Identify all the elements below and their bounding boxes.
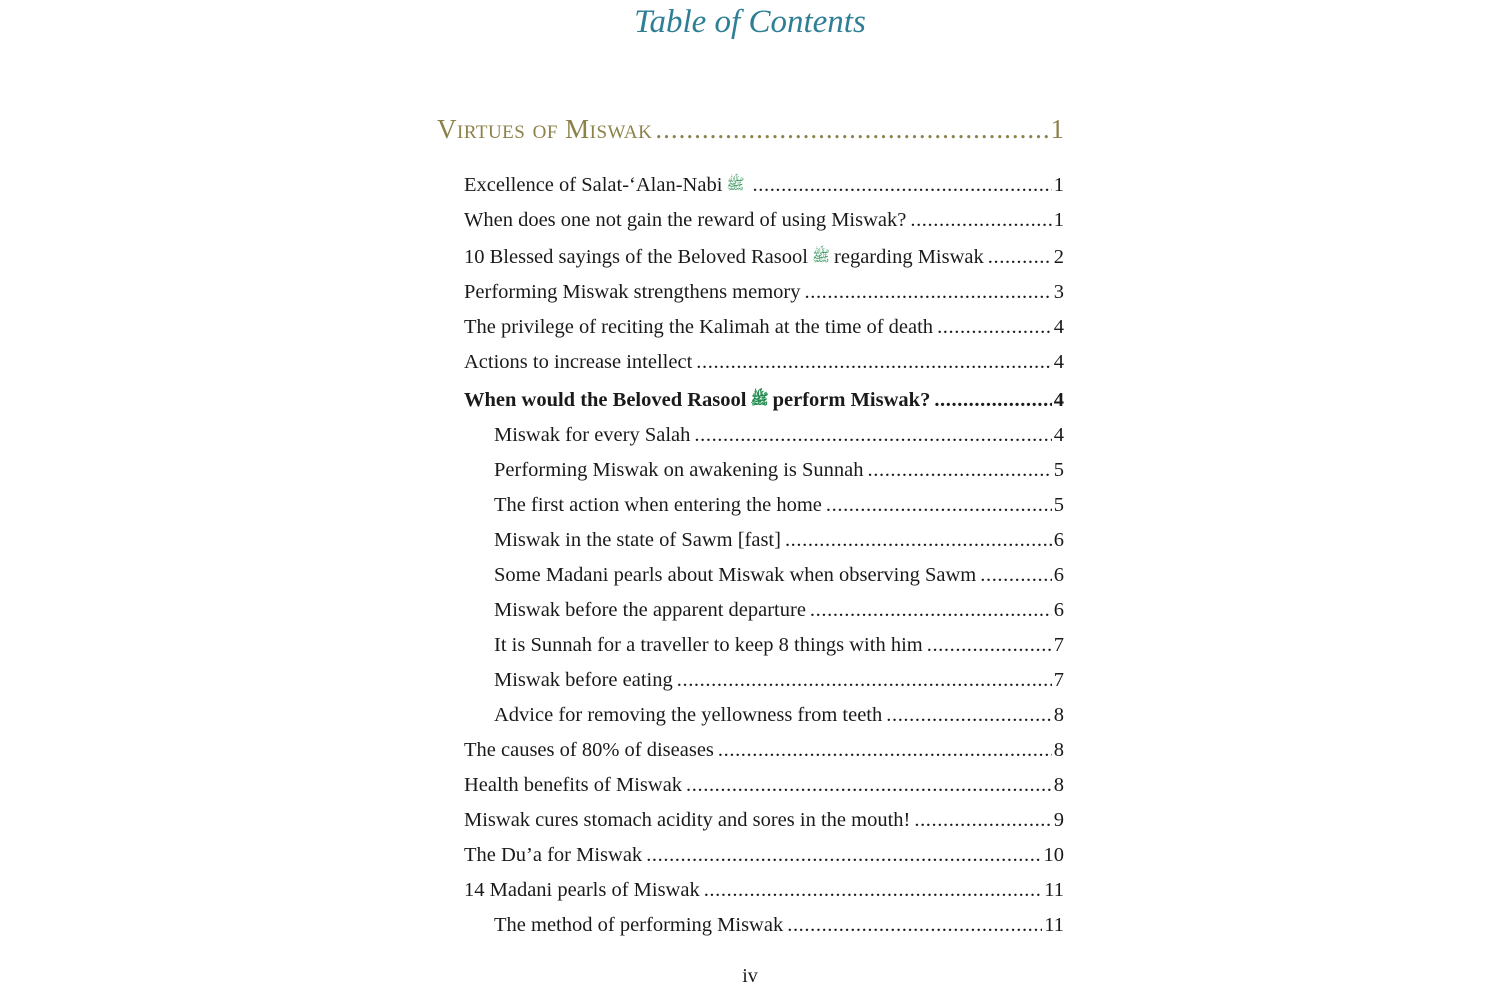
entry-text: Performing Miswak on awakening is Sunnah (494, 459, 864, 481)
honorific-icon: ﷺ (811, 247, 831, 265)
dot-leader (696, 351, 1051, 374)
entry-text: The causes of 80% of diseases (464, 739, 714, 761)
page-footer-number: iv (742, 965, 758, 987)
toc-subentry[interactable] (494, 529, 1064, 559)
entry-page-number: 4 (1053, 424, 1064, 446)
toc-entry[interactable] (464, 774, 1064, 804)
entry-text: Health benefits of Miswak (464, 774, 683, 796)
dot-leader (826, 494, 1052, 517)
entry-text: 10 Blessed sayings of the Beloved Rasool ﷺ regarding Miswak (464, 246, 984, 268)
entry-text: The privilege of reciting the Kalimah at the time of death (464, 316, 934, 338)
entry-page-number: 6 (1053, 529, 1064, 551)
toc-entry[interactable] (464, 281, 1064, 311)
dot-leader (785, 529, 1052, 552)
toc-subentry[interactable] (494, 424, 1064, 454)
dot-leader (646, 844, 1041, 867)
entry-page-number: 4 (1053, 316, 1064, 338)
entry-text: Excellence of Salat-‘Alan-Nabi ﷺ (464, 174, 745, 196)
dot-leader (753, 174, 1052, 197)
entry-page-number: 6 (1053, 564, 1064, 586)
entry-page-number: 8 (1053, 704, 1064, 726)
entry-page-number: 4 (1053, 351, 1064, 373)
toc-entry[interactable] (464, 351, 1064, 381)
chapter-page-number: 1 (1050, 114, 1064, 144)
entry-text: It is Sunnah for a traveller to keep 8 things with him (494, 634, 923, 656)
entry-text: The first action when entering the home (494, 494, 822, 516)
dot-leader (677, 669, 1052, 692)
entry-text: 14 Madani pearls of Miswak (464, 879, 700, 901)
entry-page-number: 1 (1053, 209, 1064, 231)
chapter-heading[interactable] (437, 114, 1064, 145)
toc-entry[interactable] (464, 879, 1064, 909)
entry-text: When does one not gain the reward of using Miswak? (464, 209, 907, 231)
entry-text: When would the Beloved Rasool ﷺ perform Miswak? (464, 389, 931, 411)
entry-page-number: 7 (1053, 634, 1064, 656)
entry-page-number: 6 (1053, 599, 1064, 621)
dot-leader (910, 209, 1051, 232)
entry-page-number: 8 (1053, 739, 1064, 761)
dot-leader (988, 246, 1052, 269)
toc-subentry[interactable] (494, 704, 1064, 734)
honorific-icon: ﷺ (726, 175, 745, 193)
entry-text: The Du’a for Miswak (464, 844, 643, 866)
dot-leader (694, 424, 1051, 447)
toc-entry[interactable] (464, 844, 1064, 874)
toc-entry[interactable] (464, 316, 1064, 346)
dot-leader (886, 704, 1052, 727)
entry-text: The method of performing Miswak (494, 914, 784, 936)
entry-text: Advice for removing the yellowness from teeth (494, 704, 883, 726)
entry-page-number: 3 (1053, 281, 1064, 303)
dot-leader (980, 564, 1052, 587)
dot-leader (937, 316, 1052, 339)
toc-subentry[interactable] (494, 669, 1064, 699)
dot-leader (686, 774, 1052, 797)
entry-page-number: 5 (1053, 459, 1064, 481)
page-title: Table of Contents (634, 4, 866, 40)
toc-subentry[interactable] (494, 564, 1064, 594)
entry-page-number: 5 (1053, 494, 1064, 516)
dot-leader (718, 739, 1052, 762)
dot-leader (805, 281, 1052, 304)
toc-entry[interactable] (464, 246, 1064, 276)
toc-subentry[interactable] (494, 494, 1064, 524)
entry-page-number: 2 (1053, 246, 1064, 268)
dot-leader (704, 879, 1043, 902)
toc-entry[interactable] (464, 209, 1064, 239)
entry-page-number: 8 (1053, 774, 1064, 796)
toc-subentry[interactable] (494, 459, 1064, 489)
toc-entry[interactable] (464, 174, 1064, 204)
dot-leader (787, 914, 1042, 937)
entry-text: Miswak cures stomach acidity and sores in the mouth! (464, 809, 911, 831)
entry-text: Some Madani pearls about Miswak when observing Sawm (494, 564, 977, 586)
entry-text: Miswak before the apparent departure (494, 599, 806, 621)
toc-section-entry[interactable] (464, 389, 1064, 419)
toc-subentry[interactable] (494, 599, 1064, 629)
entry-page-number: 7 (1053, 669, 1064, 691)
entry-page-number: 4 (1053, 389, 1064, 411)
entry-text: Miswak before eating (494, 669, 673, 691)
dot-leader (914, 809, 1051, 832)
entry-page-number: 11 (1044, 914, 1064, 936)
entry-text: Performing Miswak strengthens memory (464, 281, 801, 303)
toc-subentry[interactable] (494, 914, 1064, 944)
dot-leader (810, 599, 1052, 622)
toc-entry[interactable] (464, 809, 1064, 839)
entry-page-number: 1 (1053, 174, 1064, 196)
entry-page-number: 10 (1043, 844, 1064, 866)
dot-leader (868, 459, 1052, 482)
toc-entry[interactable] (464, 739, 1064, 769)
dot-leader (934, 389, 1051, 412)
entry-text: Miswak in the state of Sawm [fast] (494, 529, 781, 551)
entry-page-number: 11 (1044, 879, 1064, 901)
dot-leader (655, 114, 1047, 145)
toc-subentry[interactable] (494, 634, 1064, 664)
dot-leader (927, 634, 1052, 657)
entry-text: Miswak for every Salah (494, 424, 691, 446)
entry-text: Actions to increase intellect (464, 351, 693, 373)
honorific-icon: ﷺ (750, 390, 769, 408)
entry-page-number: 9 (1053, 809, 1064, 831)
chapter-title: Virtues of Miswak (437, 114, 653, 144)
